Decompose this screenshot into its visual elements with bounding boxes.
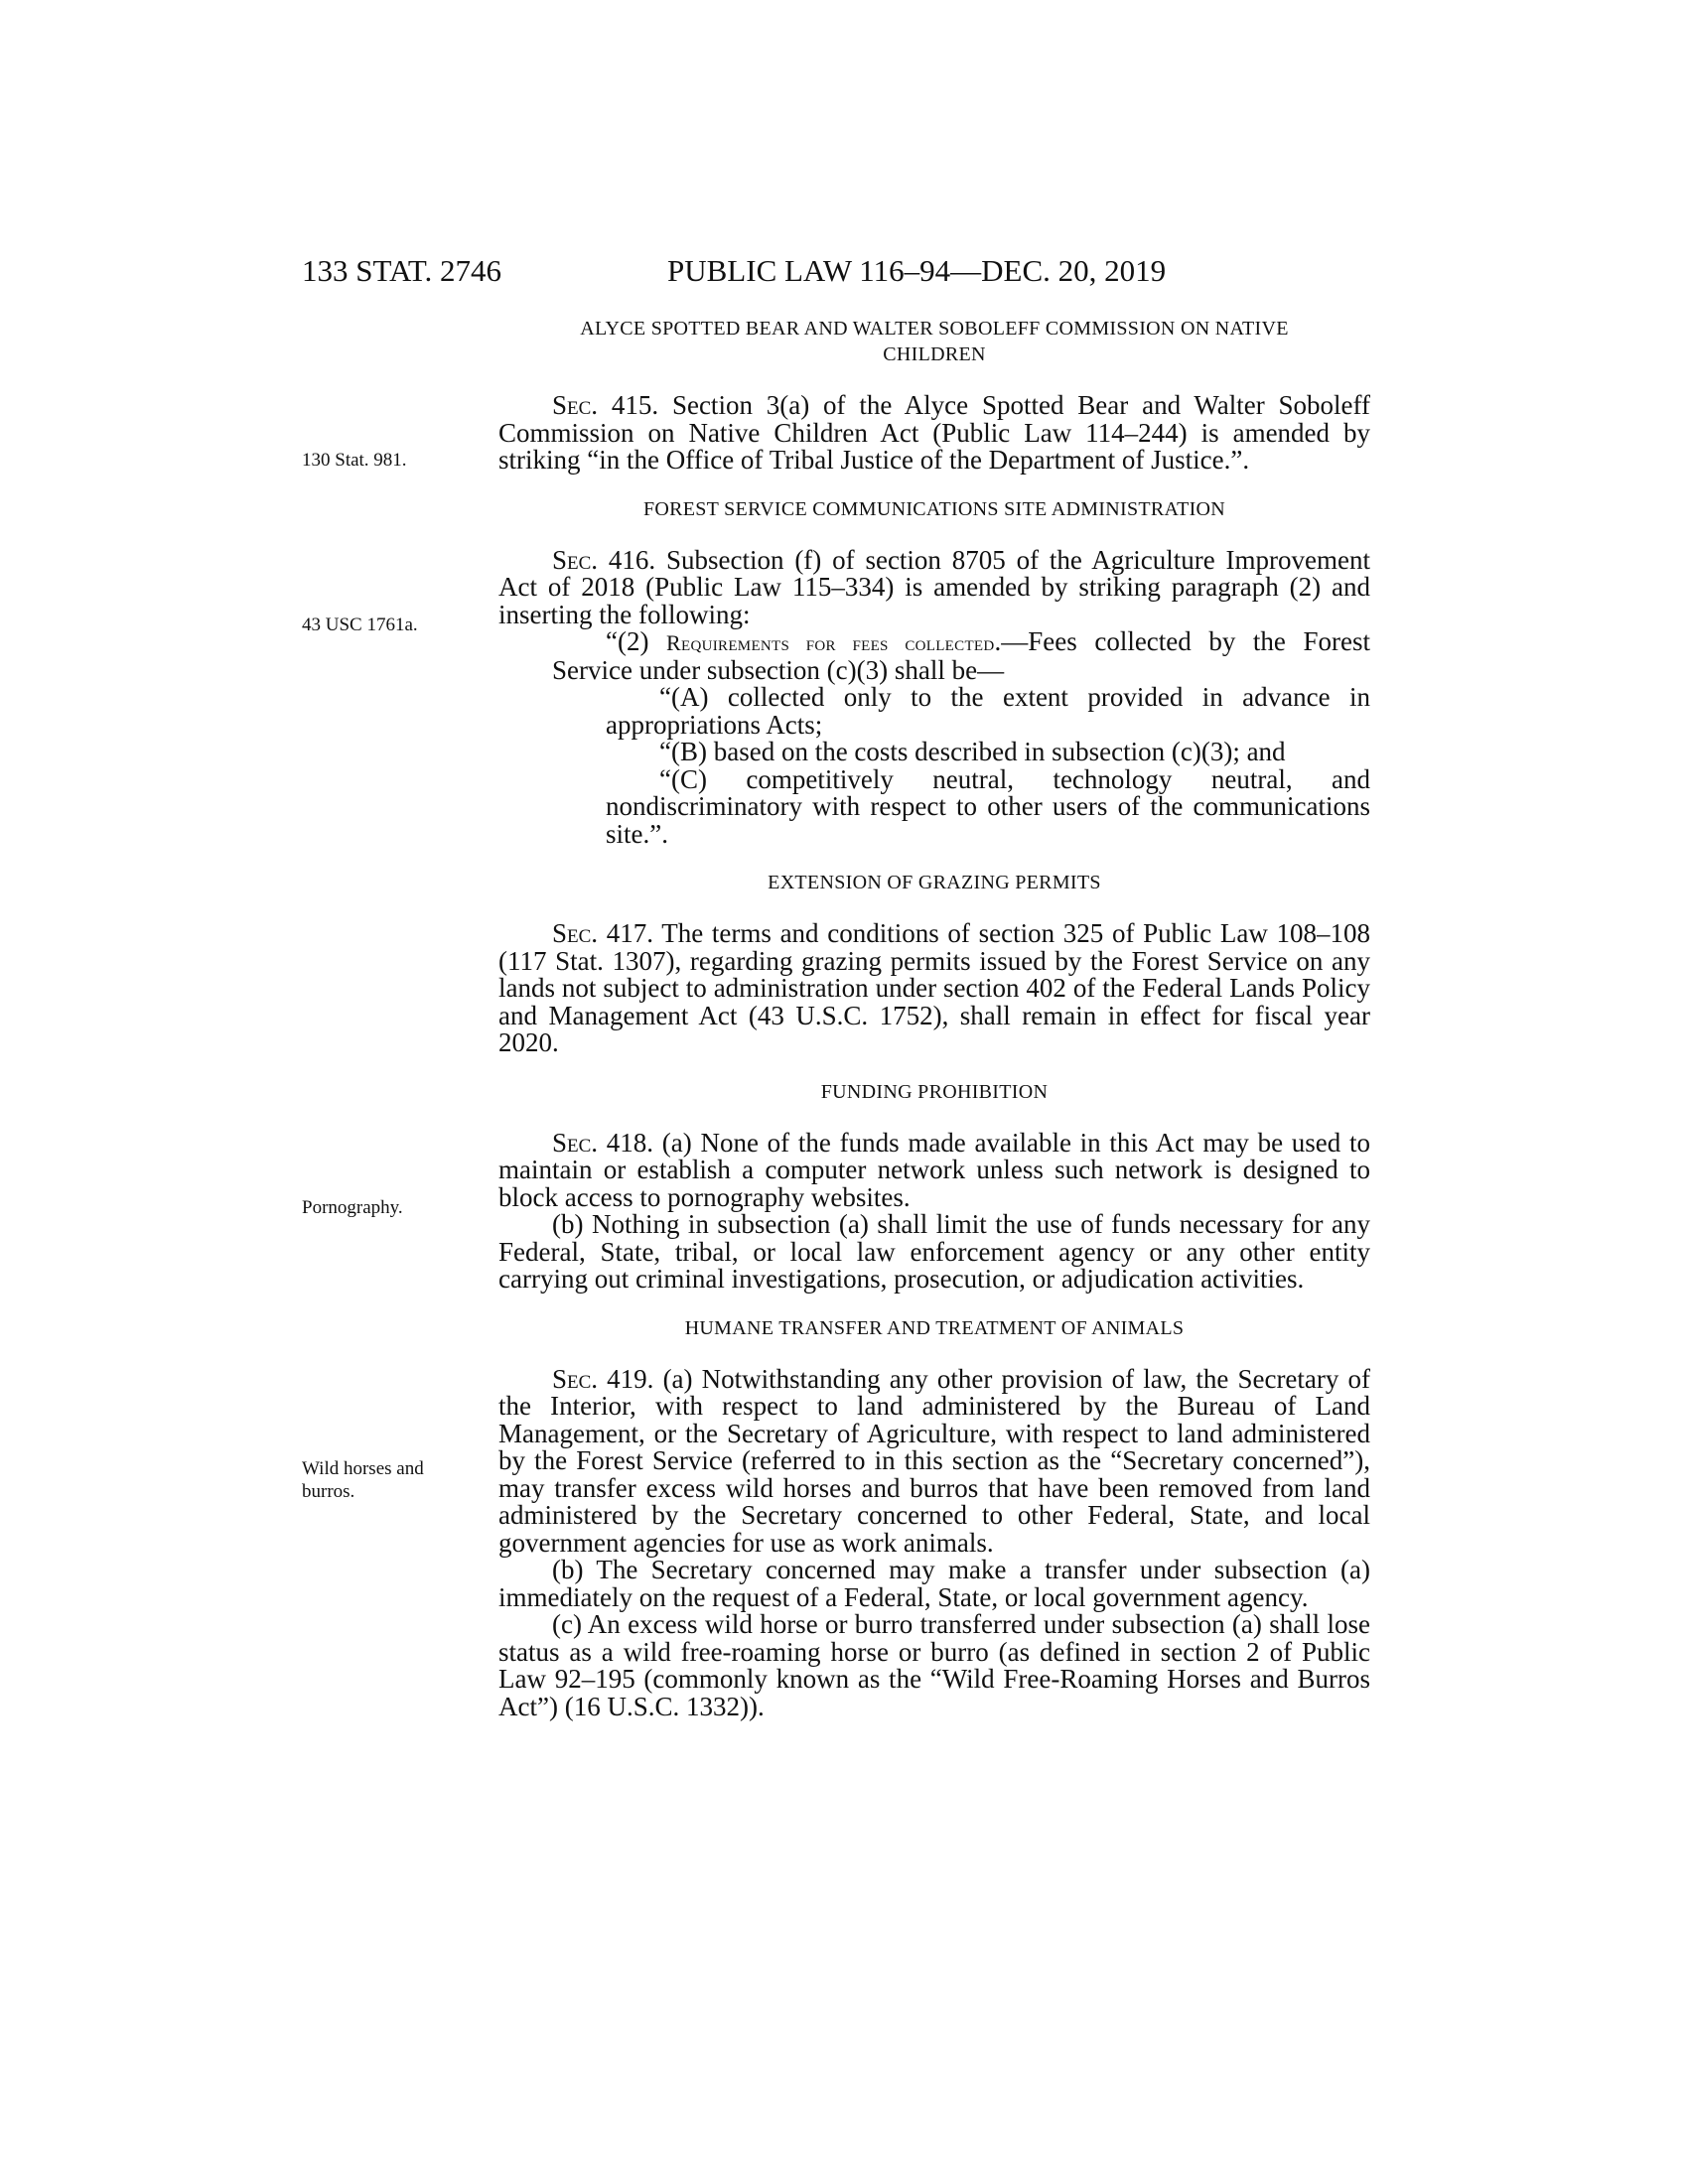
- section-419-subsection-a: [498, 1363, 1371, 1558]
- section-415-label: Sec. 415.: [552, 390, 659, 420]
- section-418-label: Sec. 418.: [552, 1127, 654, 1158]
- section-418-heading: FUNDING PROHIBITION: [820, 1080, 1049, 1103]
- paragraph-2-lead: “(2): [606, 626, 667, 656]
- section-417-heading: EXTENSION OF GRAZING PERMITS: [768, 872, 1101, 893]
- section-417-paragraph: [498, 920, 1370, 1057]
- section-417-label: Sec. 417.: [552, 918, 653, 948]
- section-415-text: Section 3(a) of the Alyce Spotted Bear and Walter Soboleff Commission on Native Children Act (Public Law 114–244) is amended by striking “in the Office of Tribal Justice of the Department of Justice.”.: [498, 390, 1371, 475]
- section-416-paragraph: [498, 544, 1371, 629]
- section-418-subsection-b: (b) Nothing in subsection (a) shall limit the use of funds necessary for any Federal, State, tribal, or local law enforcement agency or any other entity carrying out criminal investigations, prosecution, or adjudication activities.: [498, 1209, 1370, 1294]
- section-419-subsection-c: (c) An excess wild horse or burro transferred under subsection (a) shall lose status as a wild free-roaming horse or burro (as defined in section 2 of Public Law 92–195 (commonly known as the “Wild Free-Roaming Horses and Burros Act”) (16 U.S.C. 1332)).: [498, 1609, 1370, 1721]
- paragraph-2-heading: Requirements for fees collected: [666, 630, 995, 655]
- section-415-paragraph: [498, 392, 1370, 475]
- section-416-subparagraph-c: “(C) competitively neutral, technology neutral, and nondiscriminatory with respect to other users of the communications site.”.: [606, 763, 1370, 849]
- section-418-text-a: (a) None of the funds made available in this Act may be used to maintain or establish a computer network unless such network is designed to block access to pornography websites.: [498, 1127, 1371, 1212]
- section-416-heading: FOREST SERVICE COMMUNICATIONS SITE ADMINISTRATION: [642, 497, 1226, 520]
- section-416-subparagraph-a: “(A) collected only to the extent provided in advance in appropriations Acts;: [606, 682, 1370, 740]
- margin-note-wild-horses: Wild horses and burros.: [302, 1458, 424, 1502]
- section-418-subsection-a: [498, 1127, 1371, 1212]
- document-body: [498, 316, 1370, 1720]
- margin-note-pornography: Pornography.: [302, 1197, 403, 1218]
- margin-note-usc-ref: 43 USC 1761a.: [302, 614, 418, 635]
- stat-page-number: 133 STAT. 2746: [302, 253, 502, 288]
- margin-note-stat-ref: 130 Stat. 981.: [302, 450, 407, 471]
- section-416-paragraph-2: [552, 628, 1370, 684]
- section-419-heading: HUMANE TRANSFER AND TREATMENT OF ANIMALS: [684, 1316, 1185, 1339]
- section-415-heading: ALYCE SPOTTED BEAR AND WALTER SOBOLEFF COMMISSION ON NATIVE CHILDREN: [580, 318, 1289, 365]
- page-header: [302, 251, 1370, 291]
- section-417-text: The terms and conditions of section 325 of Public Law 108–108 (117 Stat. 1307), regarding grazing permits issued by the Forest Service on any lands not subject to administration under section 402 of the Federal Lands Policy and Management Act (43 U.S.C. 1752), shall remain in effect for fiscal year 2020.: [498, 918, 1371, 1057]
- section-416-label: Sec. 416.: [552, 544, 656, 575]
- section-419-subsection-b: (b) The Secretary concerned may make a transfer under subsection (a) immediately on the request of a Federal, State, or local government agency.: [498, 1555, 1370, 1612]
- section-419-label: Sec. 419.: [552, 1363, 654, 1394]
- section-419-text-a: (a) Notwithstanding any other provision of law, the Secretary of the Interior, with respect to land administered by the Bureau of Land Management, or the Secretary of Agriculture, with respect to land administered by the Forest Service (referred to in this section as the “Secretary concerned”), may transfer excess wild horses and burros that have been removed from land administered by the Secretary concerned to other Federal, State, and local government agencies for use as work animals.: [498, 1363, 1371, 1558]
- paragraph-2-text: .—Fees collected by the Forest Service under subsection (c)(3) shall be—: [552, 626, 1370, 685]
- section-416-text: Subsection (f) of section 8705 of the Agriculture Improvement Act of 2018 (Public Law 115–334) is amended by striking paragraph (2) and inserting the following:: [498, 544, 1371, 629]
- public-law-title: PUBLIC LAW 116–94—DEC. 20, 2019: [667, 253, 1167, 288]
- section-416-subparagraph-b: “(B) based on the costs described in subsection (c)(3); and: [659, 737, 1286, 766]
